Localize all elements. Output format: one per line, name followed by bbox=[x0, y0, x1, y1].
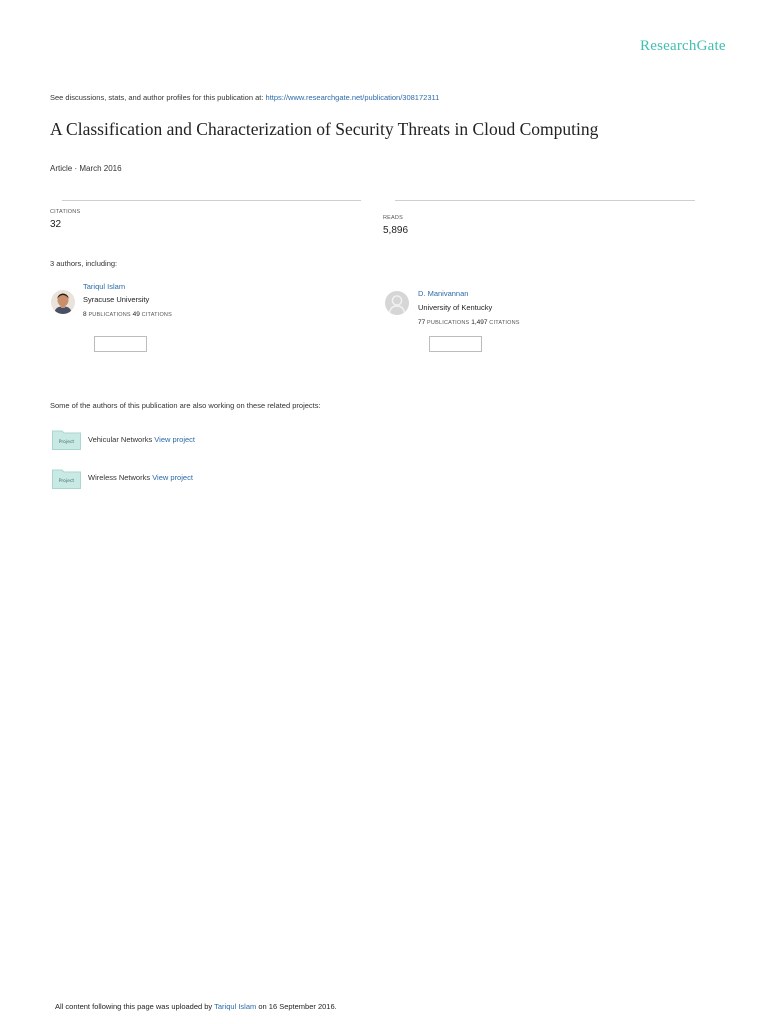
footer-suffix: on 16 September 2016. bbox=[258, 1002, 337, 1011]
citations-count-label: CITATIONS bbox=[141, 312, 172, 318]
stats-divider-right bbox=[395, 200, 695, 201]
publications-count: 8 bbox=[83, 311, 87, 318]
upload-footer bbox=[55, 1002, 337, 1011]
publication-url-link[interactable]: https://www.researchgate.net/publication/308172311 bbox=[265, 93, 440, 102]
citations-value: 32 bbox=[50, 219, 62, 230]
uploader-link[interactable]: Tariqul Islam bbox=[214, 1002, 257, 1011]
author-name-link[interactable]: Tariqul Islam bbox=[83, 282, 126, 291]
see-profile-button[interactable] bbox=[94, 336, 147, 352]
author-institution: University of Kentucky bbox=[418, 303, 493, 312]
view-project-link[interactable]: View project bbox=[154, 435, 196, 444]
citations-count-label: CITATIONS bbox=[489, 320, 520, 326]
project-name: Vehicular Networks bbox=[88, 435, 153, 444]
discussion-prefix: See discussions, stats, and author profiles for this publication at: bbox=[50, 93, 264, 102]
svg-text:Project: Project bbox=[58, 479, 75, 484]
author-avatar[interactable] bbox=[51, 290, 75, 314]
authors-heading: 3 authors, including: bbox=[50, 259, 118, 268]
project-folder-icon bbox=[52, 467, 81, 489]
project-folder-icon bbox=[52, 428, 81, 450]
project-name: Wireless Networks bbox=[88, 473, 151, 482]
author-avatar[interactable] bbox=[385, 291, 409, 315]
publications-label: PUBLICATIONS bbox=[427, 320, 470, 326]
project-item bbox=[88, 473, 193, 482]
see-profile-button[interactable] bbox=[429, 336, 482, 352]
default-avatar-icon bbox=[385, 291, 409, 315]
publications-label: PUBLICATIONS bbox=[88, 312, 131, 318]
reads-value: 5,896 bbox=[383, 225, 409, 236]
svg-text:Project: Project bbox=[58, 440, 75, 445]
citations-label: CITATIONS bbox=[50, 209, 81, 215]
publications-count: 77 bbox=[418, 319, 426, 326]
paper-meta: Article · March 2016 bbox=[50, 164, 122, 173]
discussion-line bbox=[50, 93, 439, 102]
citations-count: 1,497 bbox=[471, 319, 488, 326]
citations-count: 49 bbox=[132, 311, 140, 318]
author-name-link[interactable]: D. Manivannan bbox=[418, 289, 469, 298]
related-projects-heading: Some of the authors of this publication are also working on these related projects: bbox=[50, 401, 321, 410]
paper-title: A Classification and Characterization of Security Threats in Cloud Computing bbox=[50, 119, 599, 139]
author-counts bbox=[83, 311, 172, 318]
author-photo-icon bbox=[51, 290, 75, 314]
author-counts bbox=[418, 319, 520, 326]
footer-prefix: All content following this page was uploaded by bbox=[55, 1002, 213, 1011]
view-project-link[interactable]: View project bbox=[152, 473, 193, 482]
project-item bbox=[88, 435, 195, 444]
reads-label: READS bbox=[383, 215, 403, 221]
researchgate-logo[interactable]: ResearchGate bbox=[640, 38, 726, 54]
author-institution: Syracuse University bbox=[83, 295, 150, 304]
stats-divider-left bbox=[62, 200, 361, 201]
